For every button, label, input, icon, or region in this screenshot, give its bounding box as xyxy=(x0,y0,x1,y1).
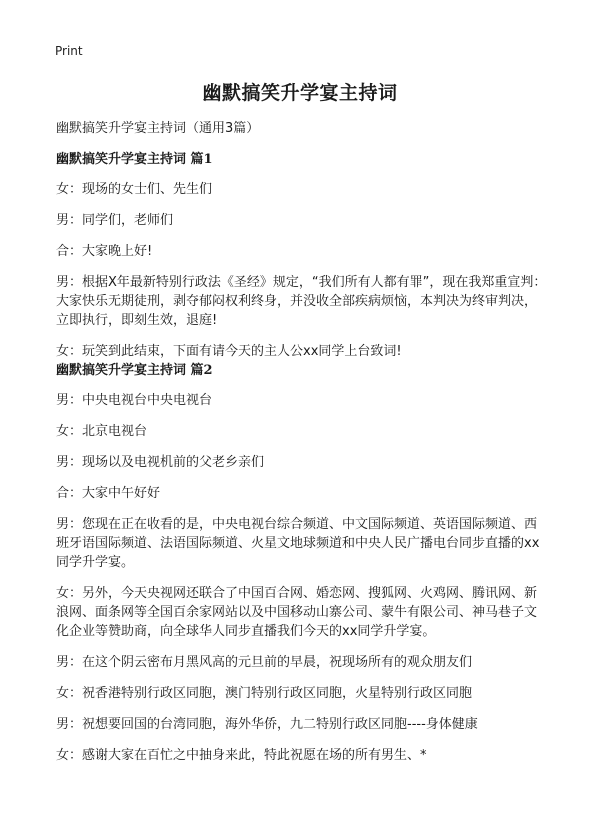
dialogue-line: 女：玩笑到此结束，下面有请今天的主人公xx同学上台致词! xyxy=(56,344,402,359)
section-1 xyxy=(56,150,548,361)
dialogue-line: 男：同学们，老师们 xyxy=(56,213,174,228)
dialogue-line: 女：祝香港特别行政区同胞，澳门特别行政区同胞，火星特别行政区同胞 xyxy=(56,686,473,701)
section-2 xyxy=(56,361,548,765)
dialogue-line: 合：大家中午好好 xyxy=(56,486,161,501)
document-title: 幽默搞笑升学宴主持词 xyxy=(202,82,398,104)
dialogue-line: 女：感谢大家在百忙之中抽身来此，特此祝愿在场的所有男生、* xyxy=(56,748,427,763)
dialogue-line: 男：祝想要回国的台湾同胞，海外华侨，九二特别行政区同胞----身体健康 xyxy=(56,717,478,732)
dialogue-line: 男：您现在正在收看的是，中央电视台综合频道、中文国际频道、英语国际频道、西班牙语国际频道、法语国际频道、火星文地球频道和中央人民广播电台同步直播的xx同学升学宴。 xyxy=(56,517,540,570)
dialogue-line: 女：现场的女士们、先生们 xyxy=(56,182,213,197)
document-body xyxy=(56,119,548,765)
dialogue-line: 男：中央电视台中央电视台 xyxy=(56,393,213,408)
dialogue-line: 男：现场以及电视机前的父老乡亲们 xyxy=(56,455,265,470)
dialogue-line: 男：在这个阴云密布月黑风高的元旦前的早晨，祝现场所有的观众朋友们 xyxy=(56,655,473,670)
dialogue-line: 合：大家晚上好! xyxy=(56,244,153,259)
section-heading: 幽默搞笑升学宴主持词 篇2 xyxy=(56,363,213,378)
dialogue-line: 男：根据X年最新特别行政法《圣经》规定，“我们所有人都有罪”，现在我郑重宣判：大家快乐无期徒刑，剥夺郁闷权利终身，并没收全部疾病烦恼，本判决为终审判决，立即执行，即刻生效，退庭! xyxy=(56,275,547,328)
section-heading: 幽默搞笑升学宴主持词 篇1 xyxy=(56,152,213,167)
print-link[interactable]: Print xyxy=(55,44,83,58)
document-subtitle: 幽默搞笑升学宴主持词（通用3篇） xyxy=(56,121,260,136)
dialogue-line: 女：另外，今天央视网还联合了中国百合网、婚恋网、搜狐网、火鸡网、腾讯网、新浪网、面条网等全国百余家网站以及中国移动山寨公司、蒙牛有限公司、神马巷子文化企业等赞助商，向全球华人同步直播我们今天的xx同学升学宴。 xyxy=(56,586,538,639)
dialogue-line: 女：北京电视台 xyxy=(56,424,148,439)
